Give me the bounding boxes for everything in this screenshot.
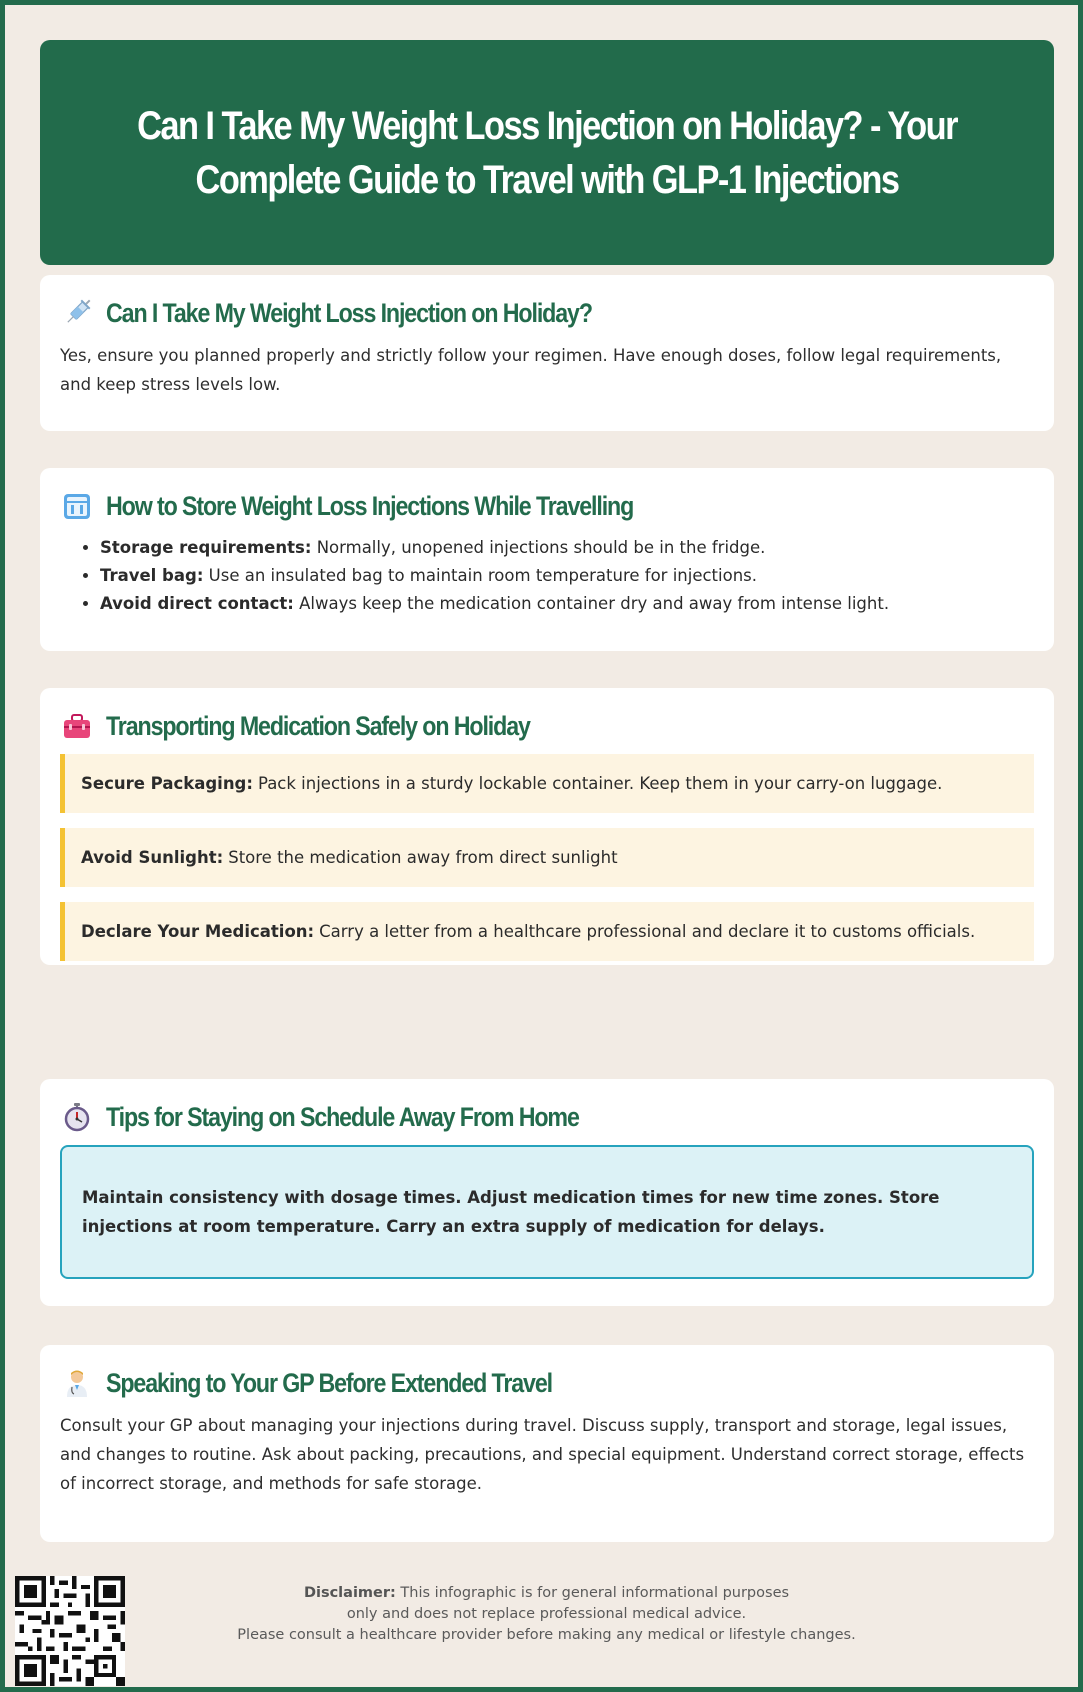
section-schedule-title: Tips for Staying on Schedule Away From Home: [106, 1101, 579, 1132]
disclaimer-line-3: Please consult a healthcare provider before making any medical or lifestyle changes.: [237, 1627, 856, 1643]
page-header: [40, 40, 1054, 265]
section-storage: [40, 468, 1054, 651]
disclaimer: [205, 1583, 888, 1646]
section-holiday-header: [60, 293, 1034, 333]
disclaimer-line-1: This infographic is for general informational purposes: [400, 1585, 790, 1601]
footer: [5, 1565, 1083, 1690]
section-schedule-header: [60, 1097, 1034, 1137]
note-secure-packaging: [60, 754, 1034, 813]
section-holiday-text: Yes, ensure you planned properly and strictly follow your regimen. Have enough doses, follow legal requirements, and keep stress levels low.: [60, 346, 1002, 394]
note-declare-medication: [60, 902, 1034, 961]
note-label: Avoid Sunlight:: [81, 848, 224, 867]
section-transport-header: [60, 706, 1034, 746]
schedule-tip-box: [60, 1145, 1034, 1279]
storage-list: [60, 534, 1034, 618]
disclaimer-label: Disclaimer:: [303, 1585, 396, 1601]
section-holiday: [40, 275, 1054, 431]
qr-code-icon: [15, 1576, 125, 1686]
list-item-text: Always keep the medication container dry and away from intense light.: [299, 594, 890, 613]
section-gp-text: Consult your GP about managing your injections during travel. Discuss supply, transport and storage, legal issues, and changes to routine. Ask about packing, precautions, and special equipment. Understand correct storage, effects of incorrect storage, and methods for safe storage.: [60, 1416, 1025, 1493]
stopwatch-icon: [60, 1100, 94, 1134]
list-item: [100, 562, 1034, 590]
section-storage-title: How to Store Weight Loss Injections While Travelling: [106, 490, 634, 521]
section-schedule: [40, 1079, 1054, 1306]
list-item-label: Travel bag:: [100, 566, 204, 585]
note-label: Secure Packaging:: [81, 774, 253, 793]
list-item-text: Normally, unopened injections should be in the fridge.: [316, 538, 766, 557]
doctor-icon: [60, 1366, 94, 1400]
page-title: Can I Take My Weight Loss Injection on Holiday? - Your Complete Guide to Travel with GLP-1 Injections: [137, 103, 957, 202]
note-text: Carry a letter from a healthcare professional and declare it to customs officials.: [319, 922, 976, 941]
section-transport: [40, 688, 1054, 965]
section-storage-header: [60, 486, 1034, 526]
syringe-icon: [60, 296, 94, 330]
toolbox-icon: [60, 709, 94, 743]
note-text: Pack injections in a sturdy lockable container. Keep them in your carry-on luggage.: [257, 774, 943, 793]
disclaimer-line-2: only and does not replace professional medical advice.: [346, 1606, 747, 1622]
note-label: Declare Your Medication:: [81, 922, 315, 941]
section-transport-title: Transporting Medication Safely on Holiday: [106, 710, 530, 741]
list-item-label: Avoid direct contact:: [100, 594, 294, 613]
section-gp-header: [60, 1363, 1034, 1403]
list-item-text: Use an insulated bag to maintain room temperature for injections.: [208, 566, 758, 585]
schedule-tip-text: Maintain consistency with dosage times. Adjust medication times for new time zones. Store injections at room temperature. Carry an extra supply of medication for delays.: [82, 1188, 940, 1236]
note-text: Store the medication away from direct sunlight: [228, 848, 618, 867]
note-avoid-sunlight: [60, 828, 1034, 887]
section-gp: [40, 1345, 1054, 1542]
fridge-icon: [60, 489, 94, 523]
list-item-label: Storage requirements:: [100, 538, 312, 557]
section-holiday-title: Can I Take My Weight Loss Injection on Holiday?: [106, 297, 592, 328]
section-gp-title: Speaking to Your GP Before Extended Travel: [106, 1367, 552, 1398]
list-item: [100, 590, 1034, 618]
list-item: [100, 534, 1034, 562]
